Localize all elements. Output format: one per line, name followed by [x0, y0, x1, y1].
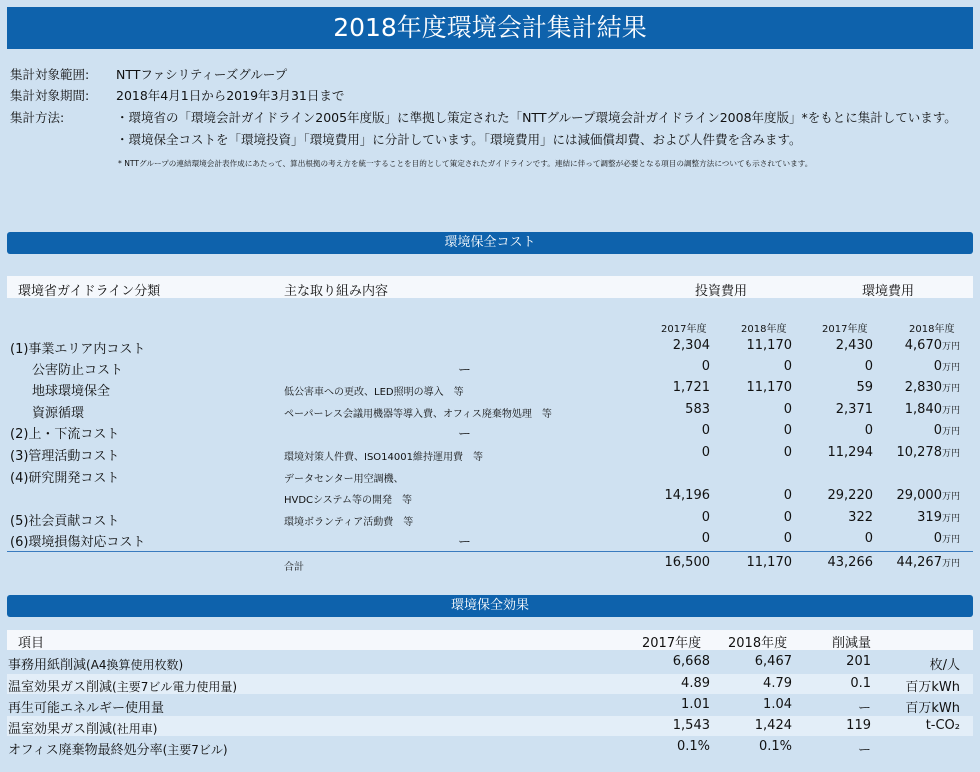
- effect-2018: 6,467: [754, 654, 792, 669]
- cost-category: (4)研究開発コスト: [10, 471, 120, 486]
- cost-unit: 万円: [941, 363, 960, 373]
- cost-invest-2017: 0: [701, 359, 710, 374]
- cost-total-label: 合計: [284, 562, 304, 573]
- cost-expense-2018: [905, 402, 960, 417]
- cost-activity: 環境ボランティア活動費 等: [284, 517, 414, 528]
- cost-expense-2018-value: 0: [933, 359, 942, 374]
- cost-category: 資源循環: [32, 406, 85, 421]
- effect-item-sub: (主要7ビル): [162, 743, 228, 757]
- cost-unit: 万円: [941, 449, 960, 459]
- cost-invest-2018: 0: [783, 531, 792, 546]
- cost-expense-2017: 11,294: [827, 445, 873, 460]
- cost-expense-2017: 0: [864, 359, 873, 374]
- cost-expense-2018: [905, 380, 960, 395]
- cost-invest-2017: 14,196: [664, 488, 710, 503]
- effect-unit: 百万kWh: [905, 701, 960, 716]
- effect-reduction: ー: [857, 743, 871, 758]
- cost-invest-2017: 0: [701, 531, 710, 546]
- header-activity: 主な取り組み内容: [284, 284, 389, 299]
- cost-activity-line2: HVDCシステム等の開発 等: [284, 495, 413, 506]
- effect-2017: 4.89: [681, 676, 710, 691]
- effect-reduction: 0.1: [850, 676, 871, 691]
- cost-category: (6)環境損傷対応コスト: [10, 535, 146, 550]
- cost-expense-2017: 0: [864, 423, 873, 438]
- cost-activity: 環境対策人件費、ISO14001維持運用費 等: [284, 452, 483, 463]
- cost-expense-2018: [905, 338, 960, 353]
- effect-2017: 1,543: [672, 718, 710, 733]
- cost-total-unit: 万円: [941, 559, 960, 569]
- cost-category: 地球環境保全: [32, 384, 111, 399]
- cost-expense-2018-value: 0: [933, 423, 942, 438]
- effect-2018: 1,424: [754, 718, 792, 733]
- header-category: 環境省ガイドライン分類: [18, 284, 161, 299]
- effect-item-name: 温室効果ガス削減: [8, 680, 113, 695]
- effect-header-item: 項目: [18, 636, 45, 651]
- header-expense-2017: 2017年度: [822, 324, 868, 335]
- cost-expense-2017: 59: [856, 380, 873, 395]
- meta-period: 集計対象期間: 2018年4月1日から2019年3月31日まで: [10, 88, 345, 103]
- cost-activity: ー: [458, 363, 472, 378]
- cost-expense-2017: 2,371: [835, 402, 873, 417]
- cost-expense-2018-value: 1,840: [904, 402, 942, 417]
- cost-total-divider: [7, 551, 973, 552]
- cost-invest-2017: 1,721: [672, 380, 710, 395]
- effect-2018: 1.04: [763, 697, 792, 712]
- cost-expense-2018-value: 2,830: [904, 380, 942, 395]
- cost-expense-2018: [896, 445, 960, 460]
- effect-item: [8, 697, 164, 716]
- effect-2018: 4.79: [763, 676, 792, 691]
- effect-item-sub: (社用車): [112, 722, 158, 736]
- effect-reduction: 119: [846, 718, 871, 733]
- effect-item-name: 事務用紙削減: [8, 658, 87, 673]
- cost-activity: 低公害車への更改、LED照明の導入 等: [284, 387, 464, 398]
- cost-unit: 万円: [941, 492, 960, 502]
- section-header-cost: 環境保全コスト: [7, 232, 973, 254]
- cost-activity: ー: [458, 535, 472, 550]
- effect-unit: 百万kWh: [905, 680, 960, 695]
- cost-expense-2018: [934, 531, 960, 546]
- meta-scope: 集計対象範囲: NTTファシリティーズグループ: [10, 67, 288, 82]
- cost-expense-2017: 0: [864, 531, 873, 546]
- header-invest: 投資費用: [695, 284, 748, 299]
- cost-activity: データセンター用空調機、: [284, 474, 404, 485]
- header-expense: 環境費用: [862, 284, 915, 299]
- cost-activity: ペーパーレス会議用機器等導入費、オフィス廃棄物処理 等: [284, 409, 552, 420]
- cost-expense-2018: [934, 359, 960, 374]
- cost-total-invest-2017: 16,500: [664, 555, 710, 570]
- meta-method-2: ・環境保全コストを「環境投資」「環境費用」に分計しています。「環境費用」には減価償却費、および人件費を含みます。: [116, 132, 802, 147]
- header-expense-2018: 2018年度: [909, 324, 955, 335]
- cost-expense-2017: 2,430: [835, 338, 873, 353]
- effect-2017: 6,668: [672, 654, 710, 669]
- effect-item-name: 再生可能エネルギー使用量: [8, 701, 165, 716]
- effect-item: [8, 718, 157, 737]
- cost-expense-2018-value: 319: [917, 510, 942, 525]
- effect-header-2017: 2017年度: [642, 636, 702, 651]
- cost-total-invest-2018: 11,170: [746, 555, 792, 570]
- cost-invest-2018: 0: [783, 488, 792, 503]
- cost-category: (1)事業エリア内コスト: [10, 342, 146, 357]
- cost-total-expense-2017: 43,266: [827, 555, 873, 570]
- cost-invest-2018: 0: [783, 510, 792, 525]
- cost-invest-2018: 0: [783, 402, 792, 417]
- cost-unit: 万円: [941, 406, 960, 416]
- cost-invest-2018: 0: [783, 423, 792, 438]
- effect-reduction: 201: [846, 654, 871, 669]
- cost-unit: 万円: [941, 427, 960, 437]
- cost-total-expense-2018: [896, 555, 960, 570]
- cost-invest-2018: 11,170: [746, 380, 792, 395]
- cost-expense-2017: 29,220: [827, 488, 873, 503]
- effect-item: [8, 676, 237, 695]
- effect-item-name: オフィス廃棄物最終処分率: [8, 743, 163, 758]
- section-header-effect: 環境保全効果: [7, 595, 973, 617]
- effect-header-band: [7, 630, 973, 650]
- footnote: * NTTグループの連結環境会計表作成にあたって、算出根拠の考え方を統一することを目的として策定されたガイドラインです。連結に伴って調整が必要となる項目の調整方法についても示されています。: [118, 159, 813, 168]
- cost-activity: ー: [458, 427, 472, 442]
- effect-reduction: ー: [857, 701, 871, 716]
- effect-2017: 0.1%: [676, 739, 710, 754]
- cost-expense-2018: [896, 488, 960, 503]
- effect-unit: 枚/人: [929, 658, 960, 673]
- cost-invest-2018: 0: [783, 445, 792, 460]
- cost-expense-2018-value: 29,000: [896, 488, 942, 503]
- effect-item: [8, 654, 183, 673]
- cost-expense-2018-value: 0: [933, 531, 942, 546]
- effect-2018: 0.1%: [758, 739, 792, 754]
- cost-invest-2017: 0: [701, 445, 710, 460]
- cost-category: (2)上・下流コスト: [10, 427, 120, 442]
- cost-invest-2017: 0: [701, 423, 710, 438]
- cost-invest-2017: 583: [685, 402, 710, 417]
- cost-invest-2017: 2,304: [672, 338, 710, 353]
- effect-item-sub: (A4換算使用枚数): [86, 658, 184, 672]
- cost-invest-2017: 0: [701, 510, 710, 525]
- effect-header-2018: 2018年度: [728, 636, 788, 651]
- cost-invest-2018: 11,170: [746, 338, 792, 353]
- page-title: 2018年度環境会計集計結果: [7, 7, 973, 49]
- effect-item: [8, 739, 228, 758]
- cost-unit: 万円: [941, 535, 960, 545]
- header-invest-2017: 2017年度: [661, 324, 707, 335]
- cost-category: 公害防止コスト: [32, 363, 124, 378]
- cost-unit: 万円: [941, 342, 960, 352]
- cost-category: (5)社会貢献コスト: [10, 514, 120, 529]
- cost-expense-2018-value: 10,278: [896, 445, 942, 460]
- header-invest-2018: 2018年度: [741, 324, 787, 335]
- meta-method: 集計方法: ・環境省の「環境会計ガイドライン2005年度版」に準拠し策定された「NTTグループ環境会計ガイドライン2008年度版」*をもとに集計しています。: [10, 110, 957, 125]
- effect-item-sub: (主要7ビル電力使用量): [112, 680, 238, 694]
- cost-category: (3)管理活動コスト: [10, 449, 120, 464]
- effect-item-name: 温室効果ガス削減: [8, 722, 113, 737]
- cost-expense-2018: [917, 510, 960, 525]
- effect-unit: t-CO₂: [925, 718, 960, 733]
- cost-invest-2018: 0: [783, 359, 792, 374]
- cost-total-value: 44,267: [896, 555, 942, 570]
- cost-expense-2017: 322: [848, 510, 873, 525]
- cost-expense-2018: [934, 423, 960, 438]
- cost-expense-2018-value: 4,670: [904, 338, 942, 353]
- cost-unit: 万円: [941, 514, 960, 524]
- cost-unit: 万円: [941, 384, 960, 394]
- effect-header-reduction: 削減量: [832, 636, 872, 651]
- effect-2017: 1.01: [681, 697, 710, 712]
